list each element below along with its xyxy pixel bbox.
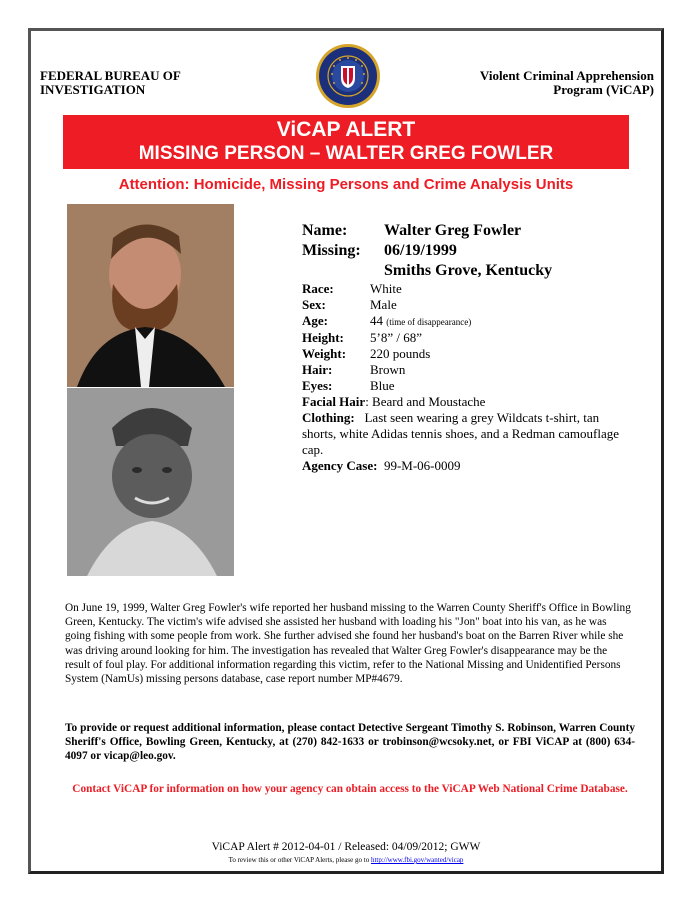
race-label: Race:: [302, 281, 334, 296]
clothing-label: Clothing:: [302, 410, 355, 425]
facial-hair-value: : Beard and Moustache: [365, 394, 486, 409]
agency-case-value: 99-M-06-0009: [383, 458, 461, 473]
alert-page: [28, 28, 664, 874]
review-line: [31, 856, 661, 864]
weight-label: Weight:: [302, 346, 347, 361]
banner-title: ViCAP ALERT: [276, 118, 416, 141]
contact-info: To provide or request additional information, please contact Detective Sergeant Timothy S. Robinson, Warren County Sheriff's Office, Bowling Green, Kentucky, at (270) 842-1633 or trobinson@wcsoky.net, or FBI ViCAP at (800) 634-4097 or vicap@leo.gov.: [65, 722, 635, 763]
agency-case-label: Agency Case:: [302, 458, 378, 473]
age-note: (time of disappearance): [386, 317, 472, 327]
missing-place-value: Smiths Grove, Kentucky: [384, 262, 553, 279]
subject-details: [302, 221, 632, 474]
age-value: 44: [370, 313, 383, 328]
age-label: Age:: [302, 313, 328, 328]
subject-photo-bw: [67, 388, 234, 576]
attention-line: Attention: Homicide, Missing Persons and Crime Analysis Units: [118, 176, 574, 193]
weight-value: 220 pounds: [370, 346, 431, 361]
height-value: 5’8” / 68”: [370, 330, 422, 345]
alert-banner: [63, 115, 629, 169]
agency-line-1: FEDERAL BUREAU OF: [40, 68, 181, 83]
vicap-access-notice: Contact ViCAP for information on how your agency can obtain access to the ViCAP Web National Crime Database.: [72, 783, 628, 795]
facial-hair-label: Facial Hair: [302, 394, 366, 409]
missing-label: Missing:: [302, 242, 361, 259]
hair-value: Brown: [370, 362, 406, 377]
race-value: White: [370, 281, 402, 296]
banner-subtitle: MISSING PERSON – WALTER GREG FOWLER: [138, 143, 554, 164]
fbi-seal-icon: [315, 43, 381, 109]
sex-value: Male: [370, 297, 397, 312]
agency-name: [40, 69, 181, 97]
vicap-link[interactable]: http://www.fbi.gov/wanted/vicap: [370, 856, 464, 864]
subject-photo-color: [67, 204, 234, 387]
program-name: [480, 69, 654, 97]
missing-date-value: 06/19/1999: [384, 242, 457, 259]
name-label: Name:: [302, 222, 348, 239]
agency-line-2: INVESTIGATION: [40, 82, 146, 97]
eyes-label: Eyes:: [302, 378, 333, 393]
sex-label: Sex:: [302, 297, 326, 312]
program-line-1: Violent Criminal Apprehension: [479, 68, 654, 83]
case-narrative: On June 19, 1999, Walter Greg Fowler's wife reported her husband missing to the Warren County Sheriff's Office in Bowling Green, Kentucky. The victim's wife advised she assisted her husband with loading his "Jon" boat into his van, as he was going fishing with some people from work. She further advised she found her husband's boat on the Barren River while she was driving around looking for him. The investigation has revealed that Walter Greg Fowler's disappearance may be the result of foul play. For additional information regarding this victim, refer to the National Missing and Unidentified Persons System (NamUs) missing persons database, case report number MP#4679.: [65, 602, 631, 686]
hair-label: Hair:: [302, 362, 333, 377]
height-label: Height:: [302, 330, 344, 345]
review-text: To review this or other ViCAP Alerts, please go to: [228, 856, 371, 864]
name-value: Walter Greg Fowler: [384, 222, 522, 239]
program-line-2: Program (ViCAP): [553, 82, 654, 97]
eyes-value: Blue: [370, 378, 395, 393]
alert-number: ViCAP Alert # 2012-04-01 / Released: 04/09/2012; GWW: [211, 841, 481, 853]
clothing-value: Last seen wearing a grey Wildcats t-shirt, tan shorts, white Adidas tennis shoes, and a Redman camouflage cap.: [302, 410, 619, 457]
